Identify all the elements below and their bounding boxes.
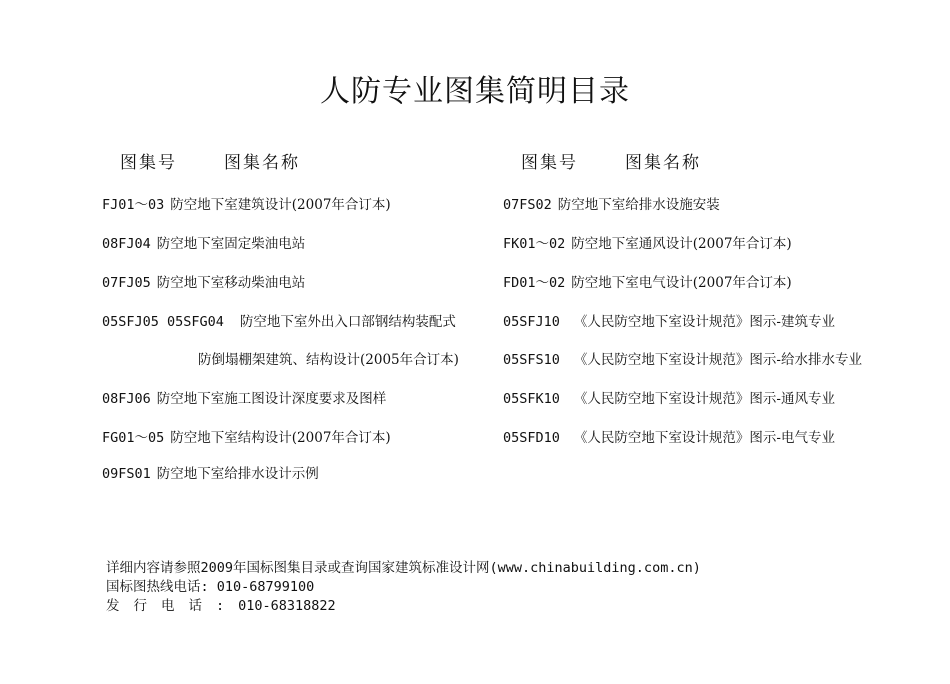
entry-code: 05SFD10	[503, 430, 560, 446]
entry-code: 08FJ06	[102, 391, 151, 407]
distribution-label: 发行电话:	[106, 598, 239, 614]
entry-name: 防空地下室结构设计(2007年合订本)	[170, 430, 391, 446]
entry-code: 09FS01	[102, 466, 151, 482]
footer-reference-line: 详细内容请参照2009年国标图集目录或查询国家建筑标准设计网(www.chinabuilding.com.cn)	[106, 560, 701, 576]
entry-name: 防空地下室固定柴油电站	[156, 236, 306, 252]
header-name-label: 图集名称	[625, 153, 701, 173]
distribution-number: 010-68318822	[238, 598, 336, 614]
catalog-entry	[102, 271, 305, 291]
entry-name: 防空地下室给排水设施安装	[557, 197, 720, 213]
catalog-entry	[503, 193, 720, 213]
entry-name: 《人民防空地下室设计规范》图示-给水排水专业	[573, 352, 862, 368]
entry-name: 《人民防空地下室设计规范》图示-建筑专业	[573, 314, 835, 330]
entry-name: 防空地下室通风设计(2007年合订本)	[571, 236, 792, 252]
page-title: 人防专业图集简明目录	[320, 74, 630, 109]
catalog-entry	[102, 232, 305, 252]
hotline-label: 国标图热线电话:	[106, 579, 209, 595]
entry-code: 05SFK10	[503, 391, 560, 407]
catalog-entry	[102, 310, 456, 330]
entry-code: 08FJ04	[102, 236, 151, 252]
hotline-number: 010-68799100	[216, 579, 315, 595]
catalog-entry	[102, 426, 391, 446]
entry-code: 05SFJ10	[503, 314, 560, 330]
catalog-entry	[503, 426, 835, 446]
entry-name: 防空地下室给排水设计示例	[156, 466, 319, 482]
entry-name: 《人民防空地下室设计规范》图示-电气专业	[573, 430, 835, 446]
catalog-entry	[102, 193, 391, 213]
entry-code: FD01～02	[503, 275, 566, 291]
catalog-entry	[503, 271, 792, 291]
footer-distribution-line	[106, 597, 701, 616]
catalog-entry	[503, 310, 835, 330]
entry-code: FG01～05	[102, 430, 165, 446]
catalog-entry	[503, 348, 862, 368]
footer-hotline-line	[106, 578, 701, 597]
entry-name: 防空地下室移动柴油电站	[156, 275, 306, 291]
entry-name: 防空地下室建筑设计(2007年合订本)	[170, 197, 391, 213]
catalog-entry	[102, 387, 386, 407]
entry-name: 防空地下室电气设计(2007年合订本)	[571, 275, 792, 291]
catalog-entry-continuation	[198, 348, 459, 368]
entry-name: 防倒塌棚架建筑、结构设计(2005年合订本)	[198, 352, 459, 368]
entry-code: 07FS02	[503, 197, 552, 213]
catalog-entry	[102, 462, 319, 482]
entry-code: 05SFS10	[503, 352, 560, 368]
catalog-entry	[503, 232, 792, 252]
entry-code: FK01～02	[503, 236, 566, 252]
header-code-label: 图集号	[521, 153, 578, 173]
header-name-label: 图集名称	[224, 153, 300, 173]
entry-code: 07FJ05	[102, 275, 151, 291]
entry-name: 防空地下室外出入口部钢结构装配式	[239, 314, 456, 330]
catalog-entry	[503, 387, 835, 407]
entry-name: 《人民防空地下室设计规范》图示-通风专业	[573, 391, 835, 407]
footer-contact-info	[106, 559, 701, 616]
header-code-label: 图集号	[120, 153, 177, 173]
entry-name: 防空地下室施工图设计深度要求及图样	[156, 391, 387, 407]
entry-code: FJ01～03	[102, 197, 165, 213]
entry-code: 05SFJ05 05SFG04	[102, 314, 224, 330]
